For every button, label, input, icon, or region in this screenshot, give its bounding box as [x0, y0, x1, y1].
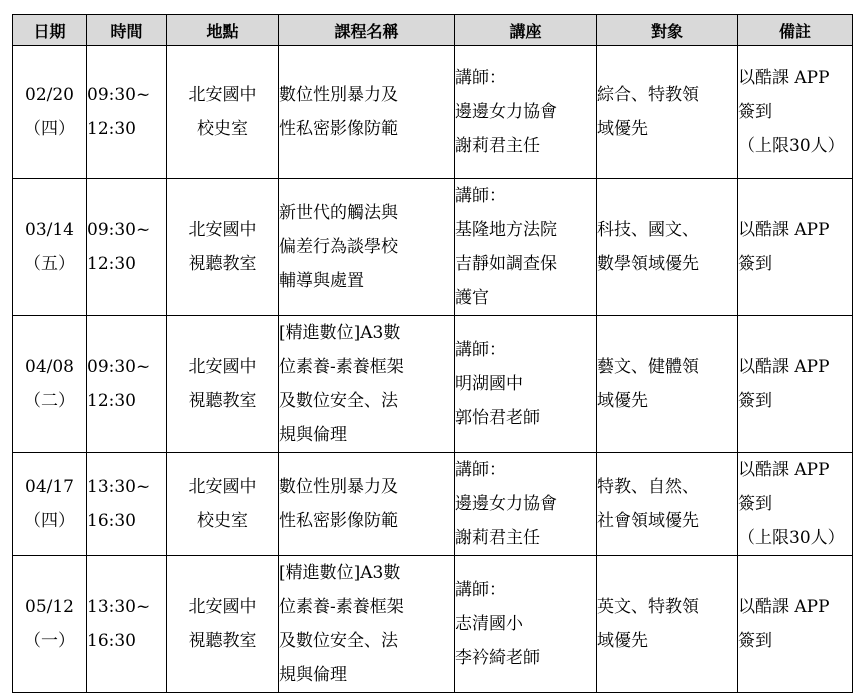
target-cell: 科技、國文、 數學領域優先: [597, 179, 738, 316]
speaker-cell: 講師： 志清國小 李衿綺老師: [455, 556, 597, 693]
course-cell: 數位性別暴力及 性私密影像防範: [279, 453, 455, 556]
target-cell: 藝文、健體領 域優先: [597, 316, 738, 453]
speaker-cell: 講師： 邊邊女力協會 謝莉君主任: [455, 46, 597, 179]
note-cell: 以酷課 APP 簽到 （上限30人）: [738, 453, 853, 556]
place-cell: 北安國中 校史室: [167, 46, 279, 179]
header-course: 課程名稱: [279, 15, 455, 46]
time-cell: 09:30~ 12:30: [87, 46, 167, 179]
note-cell: 以酷課 APP 簽到 （上限30人）: [738, 46, 853, 179]
table-row: [13, 453, 853, 556]
time-cell: 13:30~ 16:30: [87, 453, 167, 556]
date-cell: 02/20 （四）: [13, 46, 87, 179]
time-cell: 09:30~ 12:30: [87, 316, 167, 453]
header-place: 地點: [167, 15, 279, 46]
speaker-cell: 講師： 基隆地方法院 吉靜如調查保 護官: [455, 179, 597, 316]
place-cell: 北安國中 校史室: [167, 453, 279, 556]
speaker-cell: 講師： 邊邊女力協會 謝莉君主任: [455, 453, 597, 556]
course-cell: 數位性別暴力及 性私密影像防範: [279, 46, 455, 179]
note-cell: 以酷課 APP 簽到: [738, 316, 853, 453]
date-cell: 04/08 （二）: [13, 316, 87, 453]
course-cell: 新世代的觸法與 偏差行為談學校 輔導與處置: [279, 179, 455, 316]
table-row: [13, 316, 853, 453]
target-cell: 特教、自然、 社會領域優先: [597, 453, 738, 556]
header-note: 備註: [738, 15, 853, 46]
place-cell: 北安國中 視聽教室: [167, 556, 279, 693]
table-row: [13, 179, 853, 316]
place-cell: 北安國中 視聽教室: [167, 316, 279, 453]
date-cell: 04/17 （四）: [13, 453, 87, 556]
table-row: [13, 556, 853, 693]
header-date: 日期: [13, 15, 87, 46]
time-cell: 13:30~ 16:30: [87, 556, 167, 693]
target-cell: 英文、特教領 域優先: [597, 556, 738, 693]
course-cell: [精進數位]A3數 位素養-素養框架 及數位安全、法 規與倫理: [279, 316, 455, 453]
header-speaker: 講座: [455, 15, 597, 46]
header-row: [13, 15, 853, 46]
course-cell: [精進數位]A3數 位素養-素養框架 及數位安全、法 規與倫理: [279, 556, 455, 693]
table-row: [13, 46, 853, 179]
time-cell: 09:30~ 12:30: [87, 179, 167, 316]
date-cell: 03/14 （五）: [13, 179, 87, 316]
date-cell: 05/12 （一）: [13, 556, 87, 693]
speaker-cell: 講師： 明湖國中 郭怡君老師: [455, 316, 597, 453]
note-cell: 以酷課 APP 簽到: [738, 556, 853, 693]
header-time: 時間: [87, 15, 167, 46]
header-target: 對象: [597, 15, 738, 46]
place-cell: 北安國中 視聽教室: [167, 179, 279, 316]
course-schedule-table: [12, 14, 853, 693]
target-cell: 綜合、特教領 域優先: [597, 46, 738, 179]
note-cell: 以酷課 APP 簽到: [738, 179, 853, 316]
